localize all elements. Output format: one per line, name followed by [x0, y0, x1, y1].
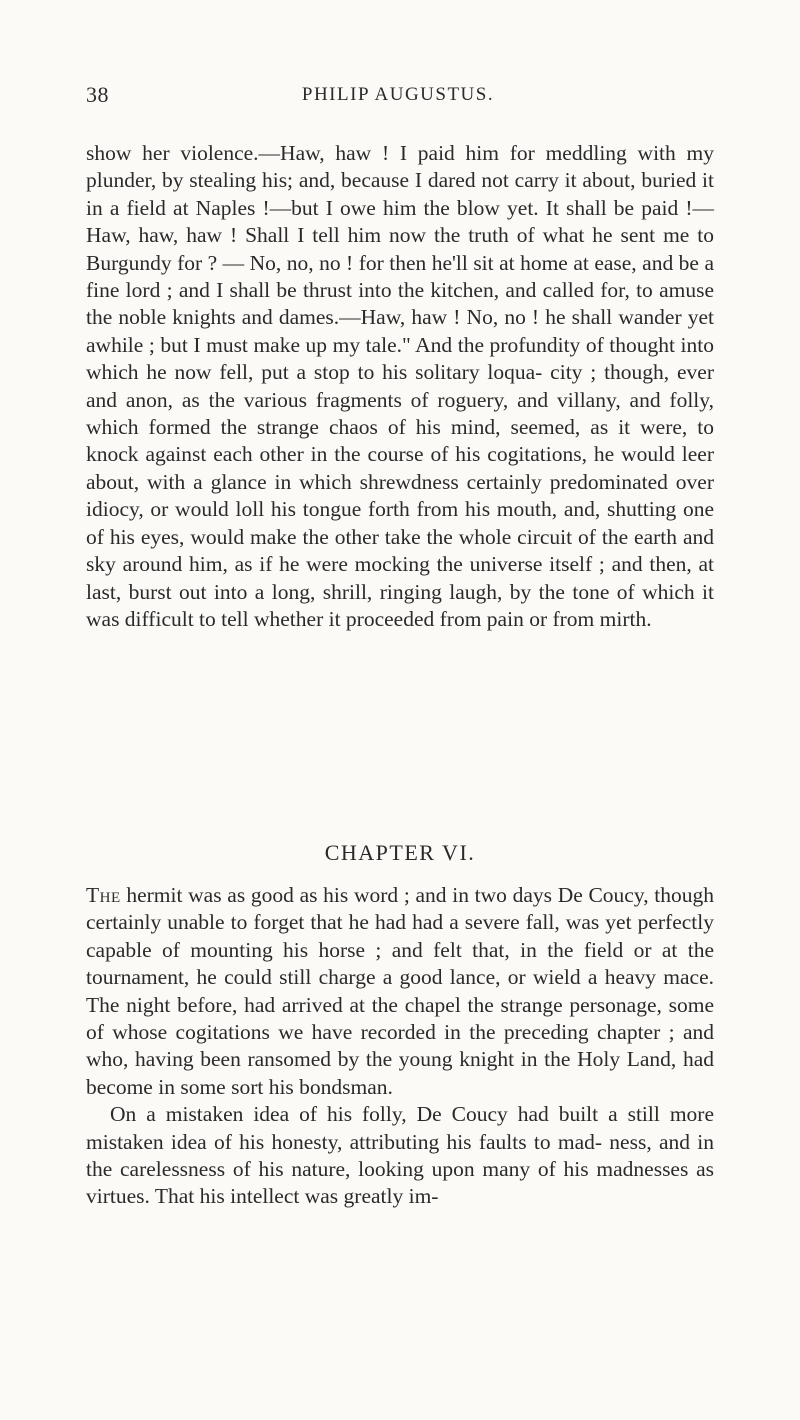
chapter-paragraph-2: On a mistaken idea of his folly, De Coucy had built a still more mistaken idea of his honesty, attributing his faults to mad- ness, and in the carelessness of his nature, looking upon many of his madnesses as virtues. That his intellect was greatly im-: [86, 1102, 714, 1209]
text-block-continuation: [86, 140, 714, 633]
page-number: 38: [86, 82, 109, 107]
chapter-paragraph-1: [86, 882, 714, 1101]
paragraph-continuation: show her violence.—Haw, haw ! I paid him for meddling with my plunder, by stealing his; and, because I dared not carry it about, buried it in a field at Naples !—but I owe him the blow yet. It shall be paid !—Haw, haw, haw ! Shall I tell him now the truth of what he sent me to Burgundy for ? — No, no, no ! for then he'll sit at home at ease, and be a fine lord ; and I shall be thrust into the kitchen, and called for, to amuse the noble knights and dames.—Haw, haw ! No, no ! he shall wander yet awhile ; but I must make up my tale." And the profundity of thought into which he now fell, put a stop to his solitary loqua- city ; though, ever and anon, as the various fragments of roguery, and villany, and folly, which formed the strange chaos of his mind, seemed, as it were, to knock against each other in the course of his cogitations, he would leer about, with a glance in which shrewdness certainly predominated over idiocy, or would loll his tongue forth from his mouth, and, shutting one of his eyes, would make the other take the whole circuit of the earth and sky around him, as if he were mocking the universe itself ; and then, at last, burst out into a long, shrill, ringing laugh, by the tone of which it was difficult to tell whether it proceeded from pain or from mirth.: [86, 141, 714, 631]
text-block-chapter: [86, 882, 714, 1211]
chapter-heading: CHAPTER VI.: [324, 840, 476, 865]
page-header: [86, 82, 710, 116]
chapter-opening-word: The: [86, 883, 121, 907]
running-head: PHILIP AUGUSTUS.: [301, 84, 495, 105]
chapter-paragraph-1-text: hermit was as good as his word ; and in two days De Coucy, though certainly unable to forget that he had had a severe fall, was yet perfectly capable of mounting his horse ; and felt that, in the field or at the tournament, he could still charge a good lance, or wield a heavy mace. The night before, had arrived at the chapel the strange personage, some of whose cogitations we have recorded in the preceding chapter ; and who, having been ransomed by the young knight in the Holy Land, had become in some sort his bondsman.: [86, 883, 714, 1099]
